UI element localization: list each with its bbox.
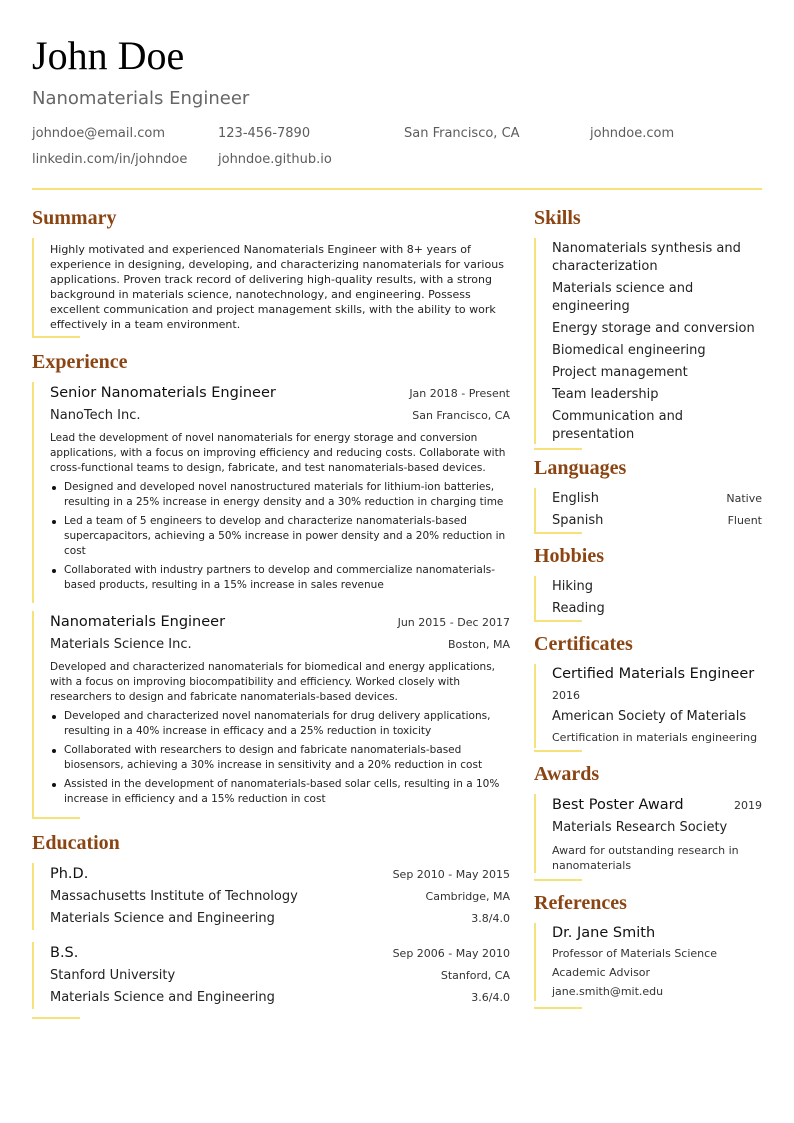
achievement-item: Collaborated with industry partners to develop and commercialize nanomaterials-based products, resulting in a 15% increase in sales revenue <box>50 563 510 593</box>
languages-list <box>534 488 762 532</box>
education-gpa: 3.8/4.0 <box>471 912 510 925</box>
job-dates: Jan 2018 - Present <box>409 387 510 400</box>
job-entry <box>32 382 510 603</box>
job-entry <box>32 611 510 817</box>
certificate-issuer: American Society of Materials <box>552 709 747 724</box>
references-heading: References <box>534 892 627 914</box>
summary-heading: Summary <box>32 207 117 229</box>
job-description: Developed and characterized nanomaterials for biomedical and energy applications, with a focus on improving biocompatibility and efficiency. Worked closely with researchers to design and fabricate nanomaterials-based devices. <box>50 661 496 703</box>
skill-item: Team leadership <box>552 387 659 402</box>
job-description: Lead the development of novel nanomaterials for energy storage and conversion applications, with a focus on improving efficiency and reducing costs. Collaborate with cross-functional teams to design, fabricate, and test nanomaterials-based devices. <box>50 432 506 474</box>
award-year: 2019 <box>734 799 762 812</box>
summary-text: Highly motivated and experienced Nanomaterials Engineer with 8+ years of experience in designing, developing, and characterizing nanomaterials for various applications. Proven track record of delivering high-quality results, with a strong background in materials science, nanotechnology, and engineering. Possess excellent communication and project management skills, with the ability to work effectively in a team environment. <box>50 243 504 331</box>
education-entry <box>32 863 510 930</box>
certificate-name: Certified Materials Engineer <box>552 666 755 682</box>
language-name: Spanish <box>552 513 604 528</box>
certificate-year: 2016 <box>552 689 580 702</box>
achievement-item: Collaborated with researchers to design and fabricate nanomaterials-based biosensors, achieving a 30% increase in sensitivity and a 20% reduction in cost <box>50 743 510 773</box>
job-role: Nanomaterials Engineer <box>50 614 226 630</box>
award-name: Best Poster Award <box>552 797 684 813</box>
certificate-entry <box>534 664 762 748</box>
skills-divider <box>534 448 582 450</box>
candidate-name: John Doe <box>32 33 185 78</box>
achievement-item: Assisted in the development of nanomaterials-based solar cells, resulting in a 10% increase in efficiency and a 15% reduction in cost <box>50 777 510 807</box>
job-location: Boston, MA <box>447 638 510 651</box>
education-location: Stanford, CA <box>440 969 510 982</box>
hobbies-list <box>534 576 762 620</box>
job-location: San Francisco, CA <box>412 409 510 422</box>
skills-list <box>534 238 762 444</box>
job-company: NanoTech Inc. <box>50 408 141 423</box>
certificate-detail: Certification in materials engineering <box>552 731 758 744</box>
job-dates: Jun 2015 - Dec 2017 <box>397 616 510 629</box>
contact-email[interactable]: johndoe@email.com <box>32 126 165 141</box>
skill-item: Communication and presentation <box>552 409 684 442</box>
job-company: Materials Science Inc. <box>50 637 192 652</box>
achievement-item: Led a team of 5 engineers to develop and characterize nanomaterials-based supercapacitors, achieving a 50% increase in power density and a 20% reduction in cost <box>50 514 510 559</box>
certificates-divider <box>534 750 582 752</box>
job-achievements <box>50 480 510 593</box>
reference-relation: Academic Advisor <box>552 966 651 979</box>
education-field: Materials Science and Engineering <box>50 990 275 1005</box>
header-divider <box>32 188 762 190</box>
languages-heading: Languages <box>534 457 627 479</box>
hobbies-divider <box>534 620 582 622</box>
education-school: Stanford University <box>50 968 176 983</box>
education-dates: Sep 2010 - May 2015 <box>392 868 510 881</box>
reference-role: Professor of Materials Science <box>552 947 717 960</box>
candidate-title: Nanomaterials Engineer <box>32 88 250 109</box>
awards-heading: Awards <box>534 763 600 785</box>
certificates-heading: Certificates <box>534 633 633 655</box>
skill-item: Project management <box>552 365 688 380</box>
achievement-item: Designed and developed novel nanostructured materials for lithium-ion batteries, resulting in a 25% increase in energy density and a 30% reduction in charging time <box>50 480 510 510</box>
languages-divider <box>534 532 582 534</box>
skill-item: Biomedical engineering <box>552 343 706 358</box>
job-achievements <box>50 709 510 807</box>
contact-website[interactable]: johndoe.com <box>590 126 675 141</box>
language-item <box>552 488 762 510</box>
education-dates: Sep 2006 - May 2010 <box>392 947 510 960</box>
skill-item: Materials science and engineering <box>552 281 694 314</box>
award-description: Award for outstanding research in nanomaterials <box>552 844 739 872</box>
skill-item: Energy storage and conversion <box>552 321 755 336</box>
awards-divider <box>534 879 582 881</box>
education-degree: Ph.D. <box>50 866 89 882</box>
experience-heading: Experience <box>32 351 128 373</box>
hobby-item: Hiking <box>552 579 594 594</box>
education-divider <box>32 1017 80 1019</box>
education-entry <box>32 942 510 1009</box>
summary-divider <box>32 336 80 338</box>
experience-divider <box>32 817 80 819</box>
award-entry <box>534 794 762 873</box>
reference-email[interactable]: jane.smith@mit.edu <box>552 985 664 998</box>
job-role: Senior Nanomaterials Engineer <box>50 385 276 401</box>
main-column <box>32 204 510 1019</box>
hobby-item: Reading <box>552 601 605 616</box>
summary-block <box>32 238 510 336</box>
contact-location: San Francisco, CA <box>404 126 520 141</box>
contact-linkedin[interactable]: linkedin.com/in/johndoe <box>32 152 188 167</box>
resume-header <box>32 34 762 171</box>
contact-list <box>32 123 762 171</box>
education-degree: B.S. <box>50 945 79 961</box>
education-field: Materials Science and Engineering <box>50 911 275 926</box>
education-gpa: 3.6/4.0 <box>471 991 510 1004</box>
reference-entry <box>534 923 762 1001</box>
language-level: Native <box>726 492 762 505</box>
references-divider <box>534 1007 582 1009</box>
achievement-item: Developed and characterized novel nanomaterials for drug delivery applications, resulting in a 40% increase in efficacy and a 25% reduction in toxicity <box>50 709 510 739</box>
language-item <box>552 510 762 532</box>
education-location: Cambridge, MA <box>425 890 510 903</box>
contact-github[interactable]: johndoe.github.io <box>218 152 332 167</box>
skill-item: Nanomaterials synthesis and characterization <box>552 241 741 274</box>
language-name: English <box>552 491 599 506</box>
education-school: Massachusetts Institute of Technology <box>50 889 298 904</box>
reference-name: Dr. Jane Smith <box>552 925 656 941</box>
skills-heading: Skills <box>534 207 581 229</box>
contact-phone[interactable]: 123-456-7890 <box>218 126 311 141</box>
hobbies-heading: Hobbies <box>534 545 605 567</box>
side-column <box>534 204 762 1009</box>
award-organization: Materials Research Society <box>552 820 728 835</box>
language-level: Fluent <box>727 514 762 527</box>
education-heading: Education <box>32 832 120 854</box>
